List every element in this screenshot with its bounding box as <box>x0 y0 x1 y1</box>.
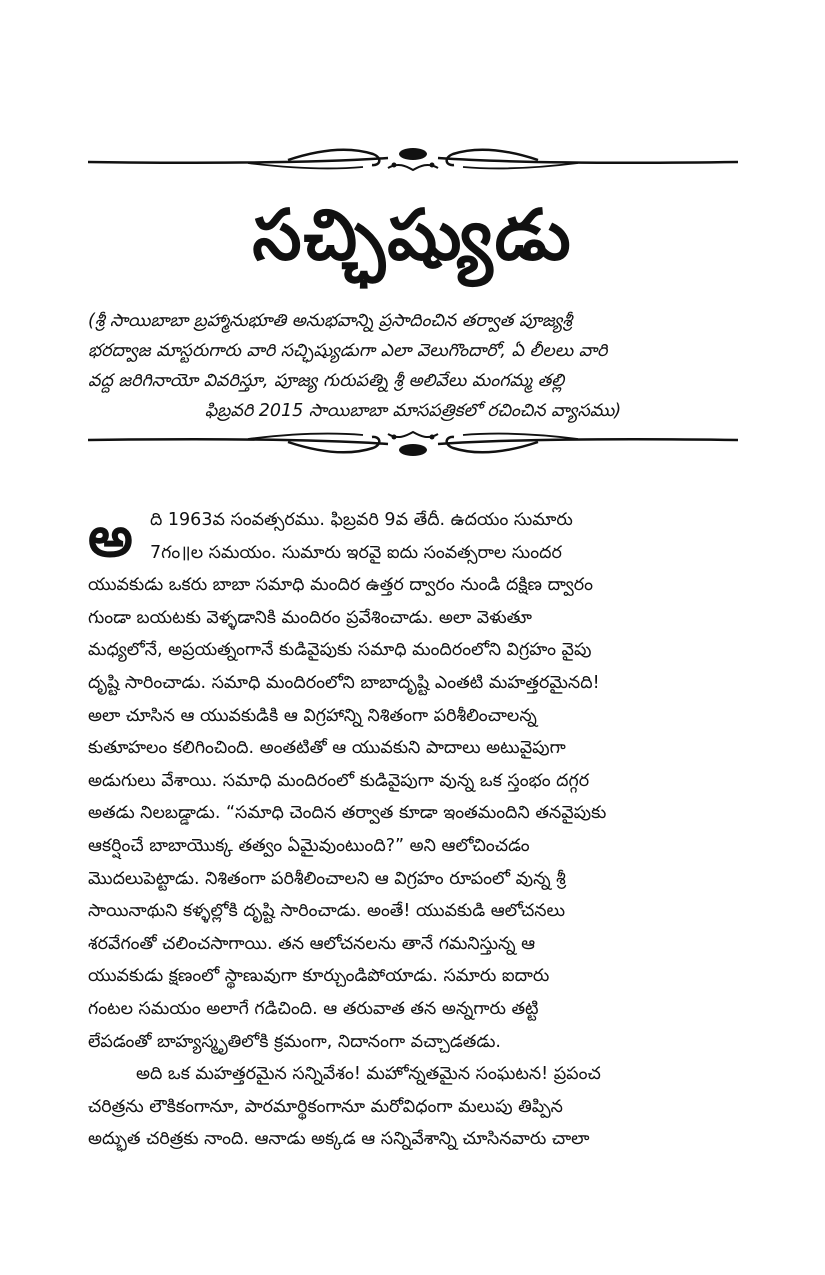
drop-cap: అ <box>88 505 133 570</box>
ornament-divider-icon <box>88 424 738 464</box>
body-line: గుండా బయటకు వెళ్ళడానికి మందిరం ప్రవేశించాడు. అలా వెళుతూ <box>88 607 532 628</box>
intro-note <box>88 306 738 426</box>
bottom-ornament <box>88 424 738 464</box>
body-line: మధ్యలోనే, అప్రయత్నంగానే కుడివైపుకు సమాధి మందిరంలోని విగ్రహం వైపు <box>88 640 592 661</box>
intro-line: భరద్వాజ మాస్టరుగారు వారి సచ్ఛిష్యుడుగా ఎలా వెలుగొందారో, ఏ లీలలు వారి <box>88 341 608 361</box>
body-line: 7గం॥ల సమయం. సుమారు ఇరవై ఐదు సంవత్సరాల సుందర <box>150 542 562 563</box>
intro-line: ఫిబ్రవరి 2015 సాయిబాబా మాసపత్రికలో రచించిన వ్యాసము) <box>204 401 622 421</box>
body-line: గంటల సమయం అలాగే గడిచింది. ఆ తరువాత తన అన్నగారు తట్టి <box>88 998 539 1019</box>
body-line: దృష్టి సారించాడు. సమాధి మందిరంలోని బాబాదృష్టి ఎంతటి మహత్తరమైనది! <box>88 672 600 693</box>
page-title: సచ్ఛిష్యుడు <box>252 194 573 276</box>
body-line: అది ఒక మహత్తరమైన సన్నివేశం! మహోన్నతమైన సంఘటన! ప్రపంచ <box>136 1064 601 1085</box>
body-line: లేపడంతో బాహ్యస్మృతిలోకి క్రమంగా, నిదానంగా వచ్చాడతడు. <box>88 1031 501 1052</box>
intro-line: వద్ద జరిగినాయో వివరిస్తూ, పూజ్య గురుపత్ని శ్రీ అలివేలు మంగమ్మ తల్లి <box>88 371 565 391</box>
body-line: అడుగులు వేశాయి. సమాధి మందిరంలో కుడివైపుగా వున్న ఒక స్తంభం దగ్గర <box>88 770 590 791</box>
body-line: కుతూహలం కలిగించింది. అంతటితో ఆ యువకుని పాదాలు అటువైపుగా <box>88 738 566 759</box>
body-line: అలా చూసిన ఆ యువకుడికి ఆ విగ్రహాన్ని నిశితంగా పరిశీలించాలన్న <box>88 705 537 726</box>
intro-line: (శ్రీ సాయిబాబా బ్రహ్మానుభూతి అనుభవాన్ని ప్రసాదించిన తర్వాత పూజ్యశ్రీ <box>88 311 572 331</box>
body-line: సాయినాథుని కళ్ళల్లోకి దృష్టి సారించాడు. అంతే! యువకుడి ఆలోచనలు <box>88 901 566 922</box>
body-line: యువకుడు క్షణంలో స్థాణువుగా కూర్చుండిపోయాడు. సమారు ఐదారు <box>88 966 550 987</box>
top-ornament <box>88 140 738 180</box>
ornament-divider-icon <box>88 140 738 180</box>
body-line: శరవేగంతో చలించసాగాయి. తన ఆలోచనలను తానే గమనిస్తున్న ఆ <box>88 933 536 954</box>
body-line: యువకుడు ఒకరు బాబా సమాధి మందిర ఉత్తర ద్వారం నుండి దక్షిణ ద్వారం <box>88 575 594 596</box>
body-line: మొదలుపెట్టాడు. నిశితంగా పరిశీలించాలని ఆ విగ్రహం రూపంలో వున్న శ్రీ <box>88 868 566 889</box>
body-line: అతడు నిలబడ్డాడు. “సమాధి చెందిన తర్వాత కూడా ఇంతమందిని తనవైపుకు <box>88 803 607 824</box>
body-line: అద్భుత చరిత్రకు నాంది. ఆనాడు అక్కడ ఆ సన్నివేశాన్ని చూసినవారు చాలా <box>88 1129 590 1150</box>
article-body <box>88 504 738 1156</box>
body-line: ఆకర్షించే బాబాయొక్క తత్వం ఏమైవుంటుంది?” అని ఆలోచించడం <box>88 835 530 856</box>
body-line: ది 1963వ సంవత్సరము. ఫిబ్రవరి 9వ తేదీ. ఉదయం సుమారు <box>150 510 573 530</box>
body-line: చరిత్రను లౌకికంగానూ, పారమార్థికంగానూ మరోవిధంగా మలుపు తిప్పిన <box>88 1096 563 1117</box>
